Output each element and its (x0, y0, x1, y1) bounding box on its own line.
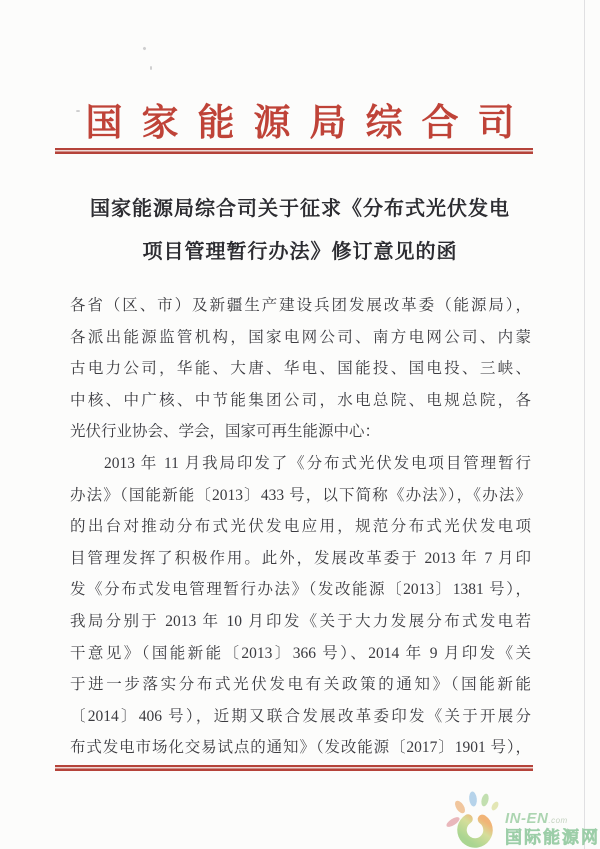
watermark-brand-name: IN-EN (505, 810, 549, 827)
footer-rule (55, 765, 533, 771)
body-line: 发《分布式发电管理暂行办法》（发改能源〔2013〕1381 号）， (70, 581, 531, 599)
body-line: 目管理发挥了积极作用。此外，发展改革委于 2013 年 7 月印 (70, 549, 531, 567)
body-line: 于进一步落实分布式光伏发电有关政策的通知》（国能新能 (70, 676, 531, 694)
body-line: 我局分别于 2013 年 10 月印发《关于大力发展分布式发电若 (70, 612, 531, 630)
watermark-site-name: 国际能源网 (505, 828, 600, 847)
body-line: 布式发电市场化交易试点的通知》（发改能源〔2017〕1901 号）， (70, 739, 531, 757)
body-line: 各省（区、市）及新疆生产建设兵团发展改革委（能源局）， (70, 297, 531, 314)
scan-speck (150, 66, 152, 70)
body-line: 古电力公司，华能、大唐、华电、国能投、国电投、三峡、 (70, 360, 531, 378)
body-line: 光伏行业协会、学会，国家可再生能源中心： (70, 423, 381, 441)
body-line: 中核、中广核、中节能集团公司，水电总院、电规总院，各 (70, 391, 531, 409)
document-body (70, 290, 531, 764)
document-title-line-2: 项目管理暂行办法》修订意见的函 (142, 241, 458, 263)
body-line: 〔2014〕406 号），近期又联合发展改革委印发《关于开展分 (70, 707, 531, 725)
body-line: 干意见》（国能新能〔2013〕366 号）、2014 年 9 月印发《关 (70, 644, 531, 662)
body-line: 各派出能源监管机构，国家电网公司、南方电网公司、内蒙 (70, 328, 531, 346)
scan-speck (142, 46, 146, 50)
watermark-brand-suffix: .com (548, 816, 568, 825)
body-line: 的出台对推动分布式光伏发电应用，规范分布式光伏发电项 (70, 518, 531, 536)
watermark-text (505, 811, 600, 849)
watermark-brand (505, 811, 600, 828)
letterhead-agency-name: 国家能源局综合司 (85, 103, 534, 144)
in-en-logo-icon (443, 791, 513, 849)
document-title (0, 188, 600, 274)
watermark (443, 791, 600, 849)
body-line: 办法》（国能新能〔2013〕433 号，以下简称《办法》），《办法》 (70, 486, 531, 504)
document-title-line-1: 国家能源局综合司关于征求《分布式光伏发电 (90, 198, 510, 220)
body-line: 2013 年 11 月我局印发了《分布式光伏发电项目管理暂行 (104, 454, 531, 472)
letterhead-rule (55, 148, 533, 154)
